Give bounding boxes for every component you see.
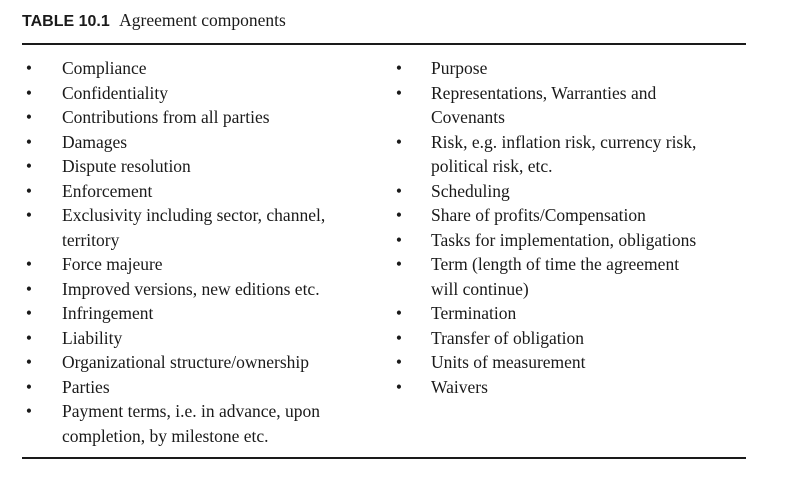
list-item-text: Liability <box>62 327 123 348</box>
bullet-icon: • <box>395 58 403 78</box>
list-item-text: Parties <box>62 376 110 397</box>
bullet-icon: • <box>25 376 33 397</box>
list-item-text: Scheduling <box>431 180 510 201</box>
list-item <box>392 203 746 228</box>
list-item <box>22 350 382 375</box>
list-item-text: Representations, Warranties and <box>431 82 657 103</box>
list-item-text: Infringement <box>62 303 154 323</box>
list-item <box>22 399 382 448</box>
bullet-icon: • <box>395 180 403 201</box>
bullet-icon: • <box>395 327 403 348</box>
list-item-text: Compliance <box>62 58 147 78</box>
list-item <box>22 154 382 179</box>
list-item <box>392 81 746 130</box>
bullet-icon: • <box>395 254 403 274</box>
list-item <box>392 375 746 400</box>
list-item-text: Force majeure <box>62 254 163 274</box>
list-item <box>392 228 746 253</box>
list-item <box>392 252 746 301</box>
bullet-icon: • <box>25 131 33 152</box>
list-item-text: Contributions from all parties <box>62 107 270 127</box>
bullet-icon: • <box>395 376 403 397</box>
bullet-icon: • <box>25 327 33 348</box>
list-item-text: Tasks for implementation, obligations <box>431 229 697 250</box>
bullet-icon: • <box>395 352 403 372</box>
list-item <box>392 56 746 81</box>
bullet-icon: • <box>25 352 33 372</box>
bullet-icon: • <box>25 278 33 299</box>
bullet-icon: • <box>395 82 403 103</box>
bullet-icon: • <box>25 156 33 176</box>
list-item-text: Units of measurement <box>431 352 586 372</box>
bullet-icon: • <box>395 303 403 323</box>
list-item-text: Waivers <box>431 376 488 397</box>
list-item-text: Enforcement <box>62 180 153 201</box>
bullet-icon: • <box>25 401 33 421</box>
list-item-text: territory <box>62 229 120 250</box>
table-title: Agreement components <box>119 10 286 30</box>
list-item-text: Term (length of time the agreement <box>431 254 680 274</box>
left-column <box>22 56 382 448</box>
right-column <box>392 56 746 399</box>
list-item-text: Damages <box>62 131 128 152</box>
bottom-rule <box>22 457 746 459</box>
list-item-text: political risk, etc. <box>431 156 553 176</box>
list-item <box>22 375 382 400</box>
list-item <box>22 81 382 106</box>
list-item <box>22 252 382 277</box>
list-item <box>392 130 746 179</box>
list-item-text: Share of profits/Compensation <box>431 205 646 225</box>
bullet-icon: • <box>395 131 403 152</box>
list-item <box>22 130 382 155</box>
list-item-text: Exclusivity including sector, channel, <box>62 205 326 225</box>
top-rule <box>22 43 746 45</box>
list-item-text: Purpose <box>431 58 488 78</box>
table-caption <box>22 9 286 33</box>
list-item-text: Risk, e.g. inflation risk, currency risk, <box>431 131 697 152</box>
list-item-text: Transfer of obligation <box>431 327 584 348</box>
list-item <box>22 105 382 130</box>
list-item-text: Covenants <box>431 107 505 127</box>
list-item <box>392 350 746 375</box>
bullet-icon: • <box>25 303 33 323</box>
bullet-icon: • <box>25 254 33 274</box>
bullet-icon: • <box>25 180 33 201</box>
list-item-text: will continue) <box>431 278 529 299</box>
list-item-text: Organizational structure/ownership <box>62 352 310 372</box>
list-item <box>392 301 746 326</box>
list-item <box>22 277 382 302</box>
bullet-icon: • <box>25 82 33 103</box>
table-number: TABLE 10.1 <box>22 13 110 30</box>
bullet-icon: • <box>25 58 33 78</box>
bullet-icon: • <box>25 107 33 127</box>
list-item <box>392 326 746 351</box>
list-item-text: Improved versions, new editions etc. <box>62 278 320 299</box>
bullet-icon: • <box>25 205 33 225</box>
list-item-text: Confidentiality <box>62 82 168 103</box>
list-item-text: Dispute resolution <box>62 156 191 176</box>
list-item <box>22 326 382 351</box>
bullet-icon: • <box>395 229 403 250</box>
list-item <box>22 179 382 204</box>
bullet-icon: • <box>395 205 403 225</box>
list-item <box>22 203 382 252</box>
list-item-text: Payment terms, i.e. in advance, upon <box>62 401 321 421</box>
list-item-text: completion, by milestone etc. <box>62 425 269 446</box>
list-item <box>392 179 746 204</box>
list-item-text: Termination <box>431 303 517 323</box>
list-item <box>22 301 382 326</box>
list-item <box>22 56 382 81</box>
